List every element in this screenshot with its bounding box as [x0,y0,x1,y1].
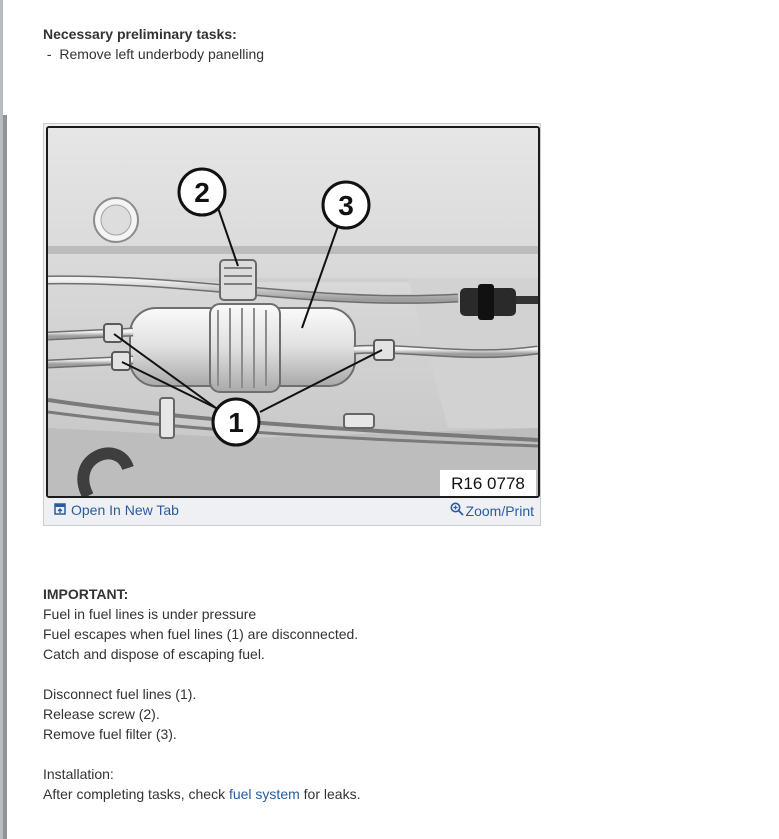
installation-suffix: for leaks. [299,786,361,802]
fuel-system-link[interactable]: fuel system [228,786,300,802]
callout-2-label: 2 [194,177,210,208]
magnifier-icon [450,502,464,519]
important-line: Catch and dispose of escaping fuel. [43,646,265,662]
callout-1 [213,399,259,445]
step-item: Disconnect fuel lines (1). [43,686,197,702]
important-line: Fuel escapes when fuel lines (1) are disconnected. [43,626,359,642]
important-title: IMPORTANT: [43,586,129,602]
fuel-filter-drawing [48,128,538,496]
scroll-track[interactable] [3,115,7,839]
important-line: Fuel in fuel lines is under pressure [43,606,257,622]
step-item: Release screw (2). [43,706,160,722]
open-in-new-tab-link[interactable] [54,502,179,518]
instructions [43,584,360,804]
installation-prefix: After completing tasks, check [43,786,229,802]
spacer [43,744,360,764]
step-item: Remove fuel filter (3). [43,726,177,742]
figure-actions [44,498,540,524]
preliminary-item: - Remove left underbody panelling [43,46,265,62]
callout-3-label: 3 [338,190,354,221]
figure-panel [43,123,541,526]
zoom-print-link[interactable] [450,502,534,519]
open-in-new-tab-icon [54,502,66,518]
spacer [43,664,360,684]
callout-3 [323,182,369,228]
zoom-print-label: Zoom/Print [465,502,534,519]
window-left-edge [0,0,8,839]
preliminary-title: Necessary preliminary tasks: [43,26,237,42]
installation-text [43,784,360,804]
open-in-new-tab-label: Open In New Tab [71,502,179,518]
preliminary-tasks [43,24,743,64]
figure-ref-code: R16 0778 [451,474,525,493]
installation-title: Installation: [43,766,114,782]
callout-1-label: 1 [228,407,244,438]
fuel-filter-illustration[interactable] [46,126,540,498]
callout-2 [179,169,225,215]
